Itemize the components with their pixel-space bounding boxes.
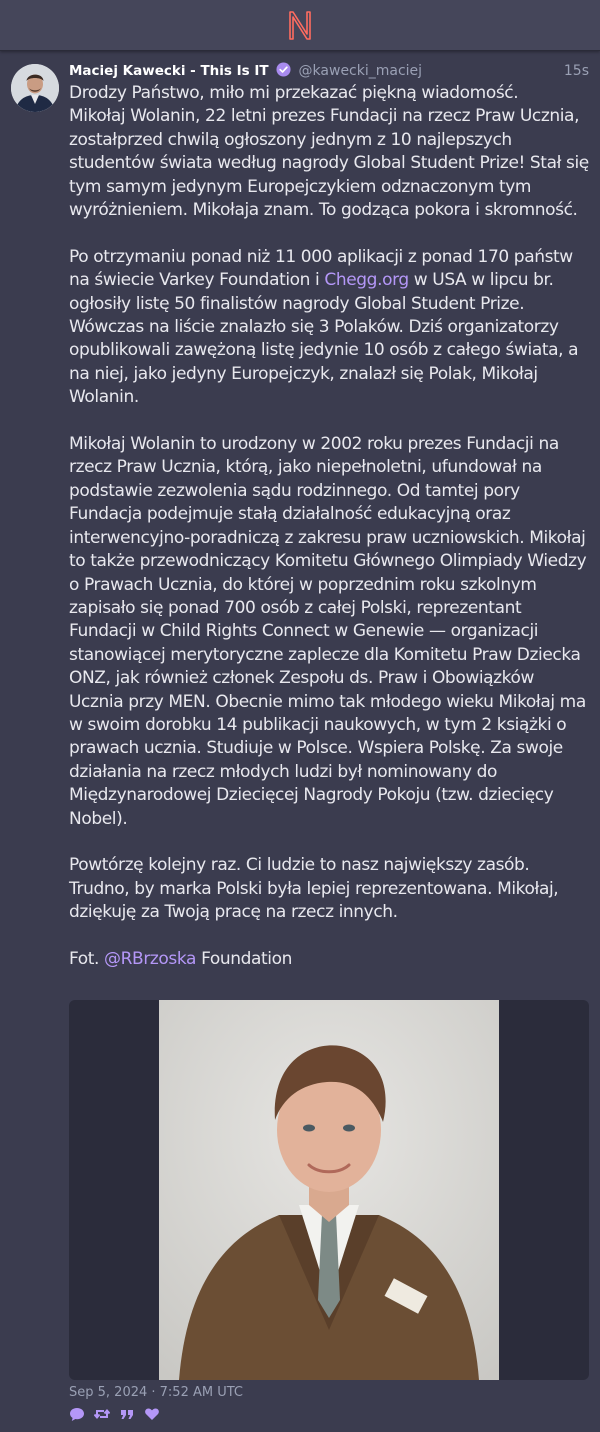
- verified-badge-icon: [276, 62, 291, 77]
- tweet-link[interactable]: @RBrzoska: [104, 948, 197, 969]
- tweet-actions: [69, 1406, 169, 1422]
- tweet-text: w USA w lipcu br. ogłosiły listę 50 finalistów nagrody Global Student Prize. Wówczas na liście znalazło się 3 Polaków. Dziś organizatorzy opublikowali zawężoną listę jedynie 10 osób z całego świata, a na niej, jako jedyny Europejczyk, znalazł się Polak, Mikołaj Wolanin.: [69, 270, 579, 408]
- tweet-text: Fot.: [69, 948, 105, 969]
- quote-icon[interactable]: [119, 1406, 135, 1422]
- tweet-paragraph: [69, 246, 593, 410]
- nitter-logo-icon[interactable]: [287, 10, 313, 41]
- tweet-text: Drodzy Państwo, miło mi przekazać piękną wiadomość.: [69, 83, 519, 103]
- avatar-portrait-icon: [11, 64, 59, 112]
- post-relative-time[interactable]: 15s: [563, 63, 589, 79]
- tweet-text: Po otrzymaniu ponad niż 11 000 aplikacji z ponad 170 państw na świecie Varkey Foundation i: [69, 246, 573, 291]
- reply-icon[interactable]: [69, 1406, 85, 1422]
- tweet-paragraph: [69, 82, 593, 222]
- tweet-text: Mikołaj Wolanin to urodzony w 2002 roku prezes Fundacji na rzecz Praw Ucznia, którą, jako niepełnoletni, ufundował na podstawie zezwolenia sądu rodzinnego. Od tamtej pory Fundacja podejmuje stałą działalność edukacyjną oraz interwencyjno-poradniczą z zakresu praw uczniowskich. Mikołaj to także przewodniczący Komitetu Głównego Olimpiady Wiedzy o Prawach Ucznia, do której w poprzednim roku szkolnym zapisało się ponad 700 osób z całej Polski, reprezentant Fundacji w Child Rights Connect w Genewie — organizacji stanowiącej merytoryczne zaplecze dla Komitetu Praw Dziecka ONZ, jak również członek Zespołu ds. Praw i Obowiązków Ucznia przy MEN. Obecnie mimo tak młodego wieku Mikołaj ma w swoim dorobku 14 publikacji naukowych, w tym 2 książki o prawach ucznia. Studiuje w Polsce. Wspiera Polskę. Za swoje działania na rzecz młodych ludzi był nominowany do Międzynarodowej Dziecięcej Nagrody Pokoju (tzw. dziecięcy Nobel).: [69, 434, 587, 829]
- author-name[interactable]: Maciej Kawecki - This Is IT: [69, 63, 269, 79]
- like-icon[interactable]: [144, 1406, 160, 1422]
- portrait-photo: [159, 1000, 499, 1380]
- tweet-header: [69, 61, 589, 81]
- tweet-text: Powtórzę kolejny raz. Ci ludzie to nasz największy zasób. Trudno, by marka Polski była lepiej reprezentowana. Mikołaj, dziękuję za Twoją pracę na rzecz innych.: [69, 855, 559, 923]
- tweet-paragraph: [69, 433, 593, 831]
- tweet-text: Foundation: [196, 948, 292, 969]
- tweet-paragraph: [69, 948, 593, 971]
- tweet-media[interactable]: [69, 1000, 589, 1380]
- tweet-content: [69, 82, 593, 995]
- top-navbar: [0, 0, 600, 51]
- tweet-text: Mikołaj Wolanin, 22 letni prezes Fundacji na rzecz Praw Ucznia, zostałprzed chwilą ogłoszony jednym z 10 najlepszych studentów świata według nagrody Global Student Prize! Stał się tym samym jedynym Europejczykiem odznaczonym tym wyróżnieniem. Mikołaja znam. To godząca pokora i skromność.: [69, 106, 589, 221]
- tweet: [0, 51, 600, 1432]
- tweet-date[interactable]: Sep 5, 2024 · 7:52 AM UTC: [69, 1385, 243, 1400]
- tweet-link[interactable]: Chegg.org: [324, 270, 409, 291]
- author-handle[interactable]: @kawecki_maciej: [298, 63, 423, 79]
- retweet-icon[interactable]: [94, 1406, 110, 1422]
- author-avatar[interactable]: [11, 64, 59, 112]
- tweet-paragraph: [69, 854, 593, 924]
